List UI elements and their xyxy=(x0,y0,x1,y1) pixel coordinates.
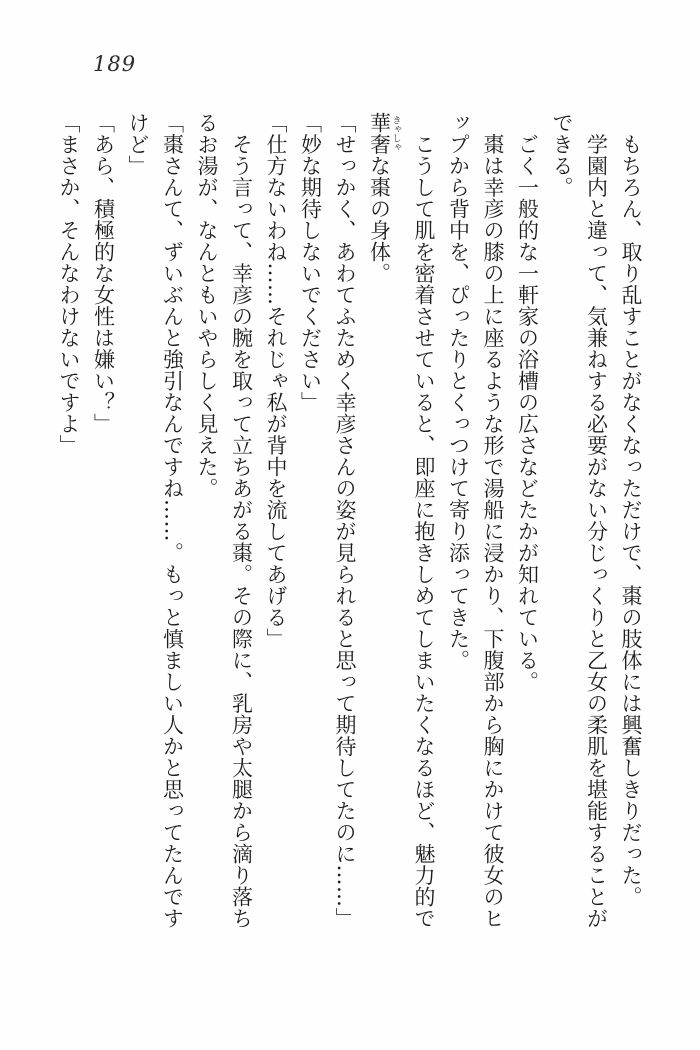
text-column-7: こうして肌を密着させていると、即座に抱きしめてしまいたくなるほど、魅力的で xyxy=(412,112,436,929)
text-block xyxy=(58,112,642,972)
text-column-6: ップから背中を、ぴったりとくっつけて寄り添ってきた。 xyxy=(446,112,471,671)
text-column-13: るお湯が、なんともいやらしく見えた。 xyxy=(195,112,219,499)
page-number: 189 xyxy=(93,52,137,76)
furigana-text: きゃしゃ xyxy=(390,112,401,155)
text-column-4: ごく一般的な一軒家の浴槽の広さなどたかが知れている。 xyxy=(515,112,540,693)
text-column-14: 「棗さんて、ずいぶんと強引なんですね……。もっと慎ましい人かと思ってたんです xyxy=(160,112,185,929)
text-column-12: そう言って、幸彦の腕を取って立ちあがる棗。その際に、乳房や太腿から滴り落ち xyxy=(229,112,254,929)
text-column-9: 「せっかく、あわてふためく幸彦さんの姿が見られると思って期待してたのに……」 xyxy=(333,112,357,929)
text-column-3: できる。 xyxy=(550,112,574,198)
text-column-10: 「妙な期待しないでください」 xyxy=(298,112,323,413)
text-column-15: けど」 xyxy=(126,112,150,177)
text-column-11: 「仕方ないわね……それじゃ私が背中を流してあげる」 xyxy=(264,112,288,650)
furigana-ruby: 華奢 きゃしゃ xyxy=(367,112,401,155)
text-column-8: 華奢 きゃしゃな棗の身体。 xyxy=(367,112,401,284)
text-column-16: 「あら、積極的な女性は嫌い？」 xyxy=(91,112,116,435)
text-column-5: 棗は幸彦の膝の上に座るような形で湯船に浸かり、下腹部から胸にかけて彼女のヒ xyxy=(481,112,505,929)
text-column-2: 学園内と違って、気兼ねする必要がない分じっくりと乙女の柔肌を堪能することが xyxy=(584,112,609,929)
text-column-17: 「まさか、そんなわけないですよ」 xyxy=(57,112,81,456)
text-column-1: もちろん、取り乱すことがなくなっただけで、棗の肢体には興奮しきりだった。 xyxy=(619,112,643,908)
